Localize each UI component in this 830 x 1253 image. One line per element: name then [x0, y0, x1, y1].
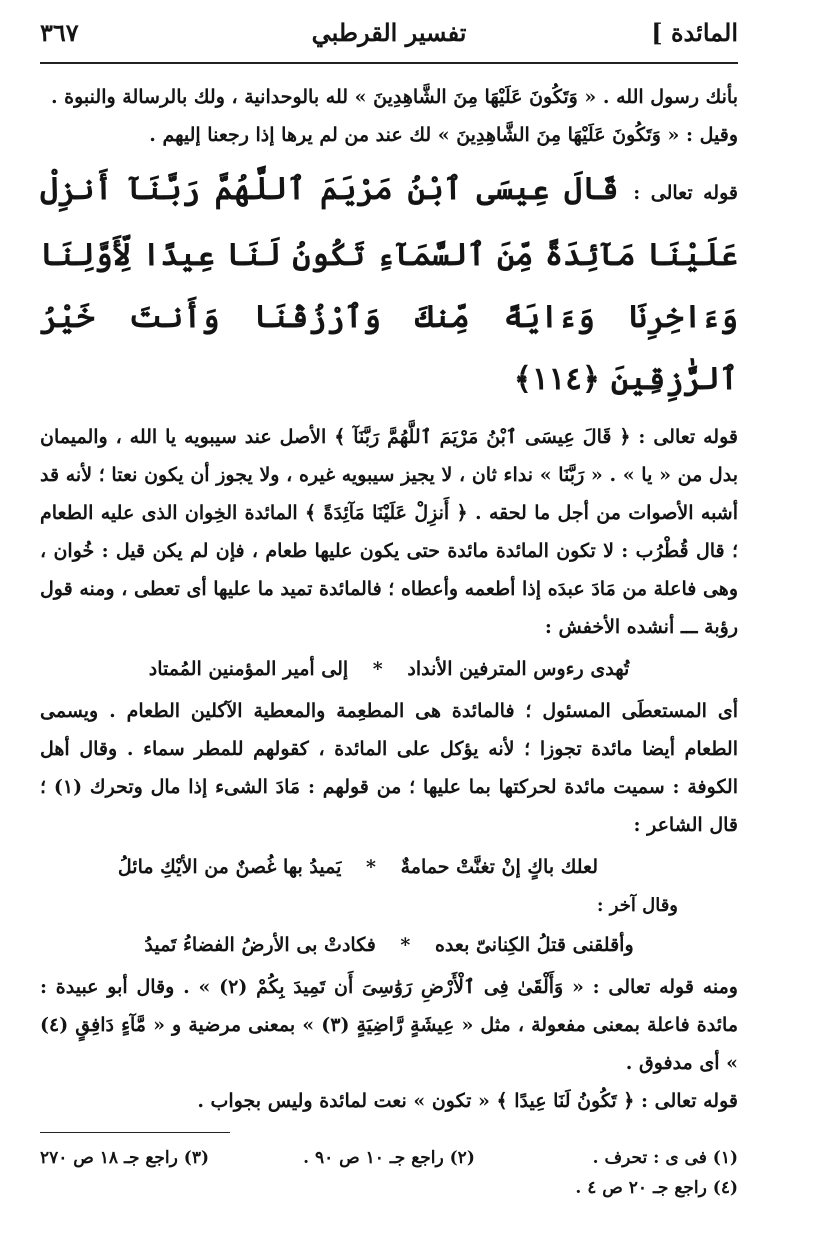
paragraph: وقيل : « وَتَكُونَ عَلَيْهَا مِنَ الشَّاهِدِينَ » لك عند من لم يرها إذا رجعنا إليهم . — [149, 124, 738, 146]
poem-separator: * — [400, 934, 411, 956]
footnote-row — [40, 1173, 738, 1203]
hemistich: فكادتْ بى الأرضُ الفضاءُ تَميدُ — [144, 934, 376, 956]
poem-intro: وقال آخر : — [596, 895, 678, 916]
surah-name: المائدة ] — [651, 18, 738, 47]
hemistich: وأقلقنى قتلُ الكِنانىّ بعده — [434, 934, 634, 956]
page-body — [40, 64, 738, 1203]
hemistich: يَميدُ بها غُصنٌ من الأيْكِ مائلُ — [117, 856, 342, 878]
footnote: (٣) راجع جـ ١٨ ص ٢٧٠ — [39, 1148, 210, 1168]
book-title: تفسير القرطبي — [311, 18, 467, 47]
commentary-paragraph: قوله تعالى : ﴿ تَكُونُ لَنَا عِيدًا ﴾ « تكون » نعت لمائدة وليس بجواب . — [197, 1090, 738, 1112]
footnote: (١) فى ى : تحرف . — [592, 1148, 738, 1168]
poem-verse — [40, 848, 738, 886]
page-number: ٣٦٧ — [40, 18, 79, 47]
page-header — [40, 0, 738, 64]
verse-text: قَالَ عِيسَى ٱبْنُ مَرْيَمَ ٱللَّهُمَّ رَبَّنَآ أَنزِلْ عَلَيْنَا مَآئِدَةً مِّنَ ٱلسَّمَآءِ تَكُونُ لَنَا عِيدًا لِّأَوَّلِنَا وَءَاخِرِنَا وَءَايَةً مِّنكَ وَٱرْزُقْنَا وَأَنتَ خَيْرُ ٱلرَّٰزِقِينَ ﴿١١٤﴾ — [40, 171, 738, 397]
quran-verse — [40, 158, 738, 410]
hemistich: إلى أمير المؤمنين المُمتاد — [148, 658, 349, 680]
footnote-row — [40, 1143, 738, 1173]
paragraph: بأنك رسول الله . « وَتَكُونَ عَلَيْهَا مِنَ الشَّاهِدِينَ » لله بالوحدانية ، ولك بالرسالة والنبوة . — [50, 86, 738, 108]
commentary-paragraph: قوله تعالى : ﴿ قَالَ عِيسَى ٱبْنُ مَرْيَمَ ٱللَّهُمَّ رَبَّنَآ ﴾ الأصل عند سيبويه يا الله ، والميمان بدل من « يا » . « رَبَّنَا » نداء ثان ، لا يجيز سيبويه غيره ، ولا يجوز أن يكون نعتا ؛ لأنه قد أشبه الأصوات من أجل ما لحقه . ﴿ أَنزِلْ عَلَيْنَا مَآئِدَةً ﴾ المائدة الخِوان الذى عليه الطعام ؛ قال قُطْرُب : لا تكون المائدة مائدة حتى يكون عليها طعام ، فإن لم يكن قيل : خُوان ، وهى فاعلة من مَادَ عبدَه إذا أطعمه وأعطاه ؛ فالمائدة تميد ما عليها أى تعطى ، ومنه قول رؤبة ـــ أنشده الأخفش : — [40, 426, 738, 638]
footnotes — [40, 1143, 738, 1203]
footnote-divider — [40, 1132, 230, 1133]
commentary-paragraph: أى المستعطَى المسئول ؛ فالمائدة هى المطعِمة والمعطية الآكلين الطعام . ويسمى الطعام أيضا مائدة تجوزا ؛ لأنه يؤكل على المائدة ، كقولهم للمطر سماء . وقال أهل الكوفة : سميت مائدة لحركتها بما عليها ؛ من قولهم : مَادَ الشىء إذا مال وتحرك (١) ؛ قال الشاعر : — [40, 700, 739, 836]
commentary-paragraph: ومنه قوله تعالى : « وَأَلْقَىٰ فِى ٱلْأَرْضِ رَوَٰسِىَ أَن تَمِيدَ بِكُمْ (٢) » . وقال أبو عبيدة : مائدة فاعلة بمعنى مفعولة ، مثل « عِيشَةٍ رَّاضِيَةٍ (٣) » بمعنى مرضية و « مَّآءٍ دَافِقٍ (٤) » أى مدفوق . — [40, 976, 738, 1074]
footnote: (٢) راجع جـ ١٠ ص ٩٠ . — [303, 1148, 475, 1168]
hemistich: تُهدى رءوس المترفين الأنداد — [407, 658, 630, 680]
poem-separator: * — [372, 658, 383, 680]
poem-verse — [40, 650, 738, 688]
poem-separator: * — [366, 856, 376, 878]
verse-lead: قوله تعالى : — [633, 182, 738, 204]
poem-verse — [40, 926, 738, 964]
footnote: (٤) راجع جـ ٢٠ ص ٤ . — [575, 1178, 738, 1198]
hemistich: لعلك باكٍ إنْ تغنَّتْ حمامةٌ — [400, 856, 598, 878]
